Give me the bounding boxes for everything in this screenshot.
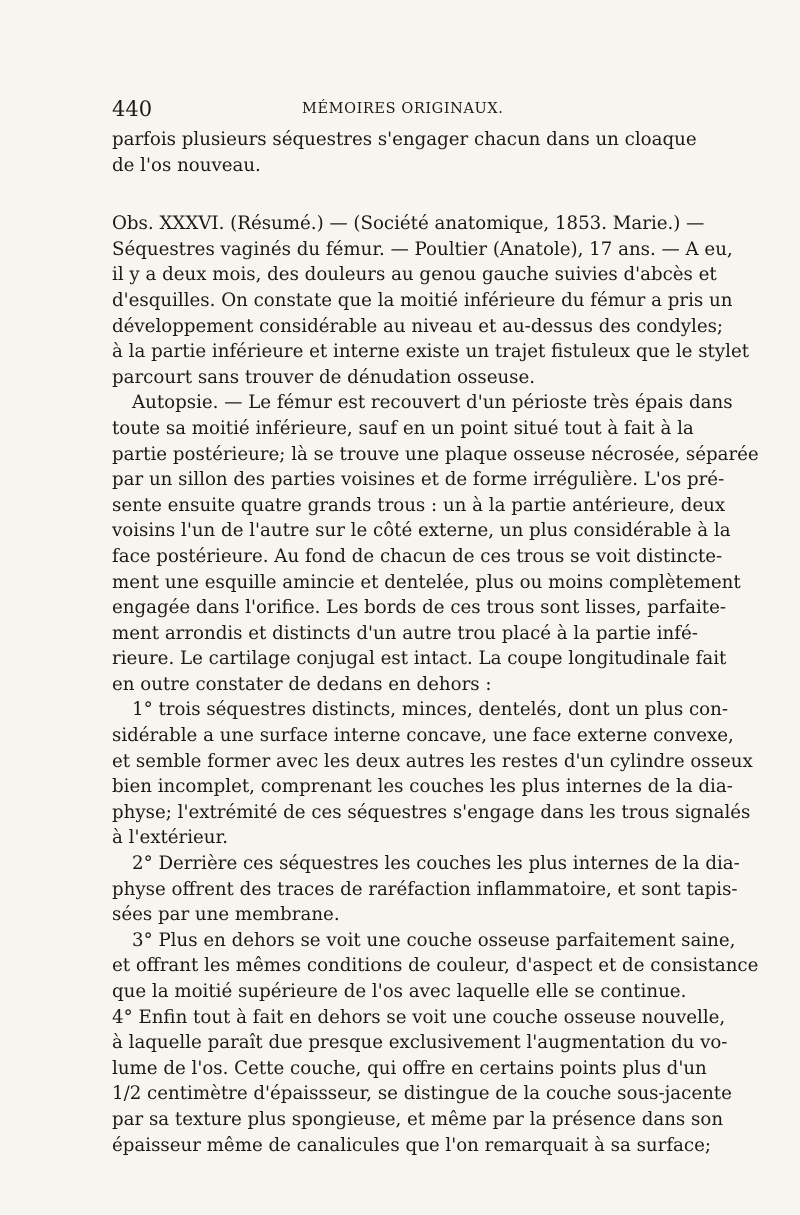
body-paragraph [112,1005,732,1159]
text-line: partie postérieure; là se trouve une plaque osseuse nécrosée, séparée [112,443,759,465]
paragraph-gap [112,178,690,211]
text-line: en outre constater de dedans en dehors : [112,673,492,695]
text-line: d'esquilles. On constate que la moitié inférieure du fémur a pris un [112,289,733,311]
page-number: 440 [112,97,153,121]
text-line: physe; l'extrémité de ces séquestres s'engage dans les trous signalés [112,801,751,823]
text-line: face postérieure. Au fond de chacun de ces trous se voit distincte- [112,545,723,567]
text-line: Autopsie. — Le fémur est recouvert d'un périoste très épais dans [132,392,733,414]
text-line: physe offrent des traces de raréfaction inflammatoire, et sont tapis- [112,878,738,900]
text-line: il y a deux mois, des douleurs au genou gauche suivies d'abcès et [112,264,717,286]
text-line: engagée dans l'orifice. Les bords de ces trous sont lisses, parfaite- [112,597,727,619]
text-line: par un sillon des parties voisines et de forme irrégulière. L'os pré- [112,469,725,491]
text-line: développement considérable au niveau et au-dessus des condyles; [112,315,724,337]
text-line: de l'os nouveau. [112,154,261,176]
text-line: 1/2 centimètre d'épaissseur, se distingue de la couche sous-jacente [112,1083,732,1105]
observation-paragraph [112,211,750,390]
text-line: 2° Derrière ces séquestres les couches les plus internes de la dia- [132,853,740,875]
text-line: parfois plusieurs séquestres s'engager chacun dans un cloaque [112,129,697,150]
text-line: sées par une membrane. [112,904,340,926]
text-line: rieure. Le cartilage conjugal est intact. La coupe longitudinale fait [112,648,727,670]
text-line: 3° Plus en dehors se voit une couche osseuse parfaitement saine, [132,929,736,951]
text-line: épaisseur même de canalicules que l'on remarquait à sa surface; [112,1134,711,1156]
text-line: parcourt sans trouver de dénudation osseuse. [112,366,536,388]
text-line: à l'extérieur. [112,827,228,849]
running-head: MÉMOIRES ORIGINAUX. [302,101,504,117]
text-line: 1° trois séquestres distincts, minces, dentelés, dont un plus con- [132,699,728,721]
text-line: par sa texture plus spongieuse, et même par la présence dans son [112,1108,724,1130]
text-line: ment une esquille amincie et dentelée, plus ou moins complètement [112,571,741,593]
body-paragraph [112,928,759,1005]
body-paragraph [112,390,759,697]
page-header [112,97,692,127]
text-line: à laquelle paraît due presque exclusivement l'augmentation du vo- [112,1032,728,1054]
text-line: sidérable a une surface interne concave, une face externe convexe, [112,725,734,747]
text-line: et offrant les mêmes conditions de couleur, d'aspect et de consistance [112,955,759,977]
text-line: à la partie inférieure et interne existe un trajet fistuleux que le stylet [112,341,750,363]
text-line: Séquestres vaginés du fémur. — Poultier (Anatole), 17 ans. — A eu, [112,238,733,260]
page-body [112,127,759,1158]
text-line: 4° Enfin tout à fait en dehors se voit une couche osseuse nouvelle, [112,1006,726,1028]
body-paragraph [112,851,740,928]
text-line: toute sa moitié inférieure, sauf en un point situé tout à fait à la [112,417,694,439]
body-paragraph [112,697,753,851]
text-line: sente ensuite quatre grands trous : un à la partie antérieure, deux [112,494,726,516]
body-paragraph [112,127,697,178]
text-line: lume de l'os. Cette couche, qui offre en certains points plus d'un [112,1057,707,1079]
text-line: et semble former avec les deux autres les restes d'un cylindre osseux [112,750,753,772]
text-line: que la moitié supérieure de l'os avec laquelle elle se continue. [112,981,687,1002]
text-line: Obs. XXXVI. (Résumé.) — (Société anatomique, 1853. Marie.) — [112,213,705,235]
text-line: bien incomplet, comprenant les couches les plus internes de la dia- [112,776,733,798]
text-line: voisins l'un de l'autre sur le côté externe, un plus considérable à la [112,520,731,542]
text-line: ment arrondis et distincts d'un autre trou placé à la partie infé- [112,622,698,644]
